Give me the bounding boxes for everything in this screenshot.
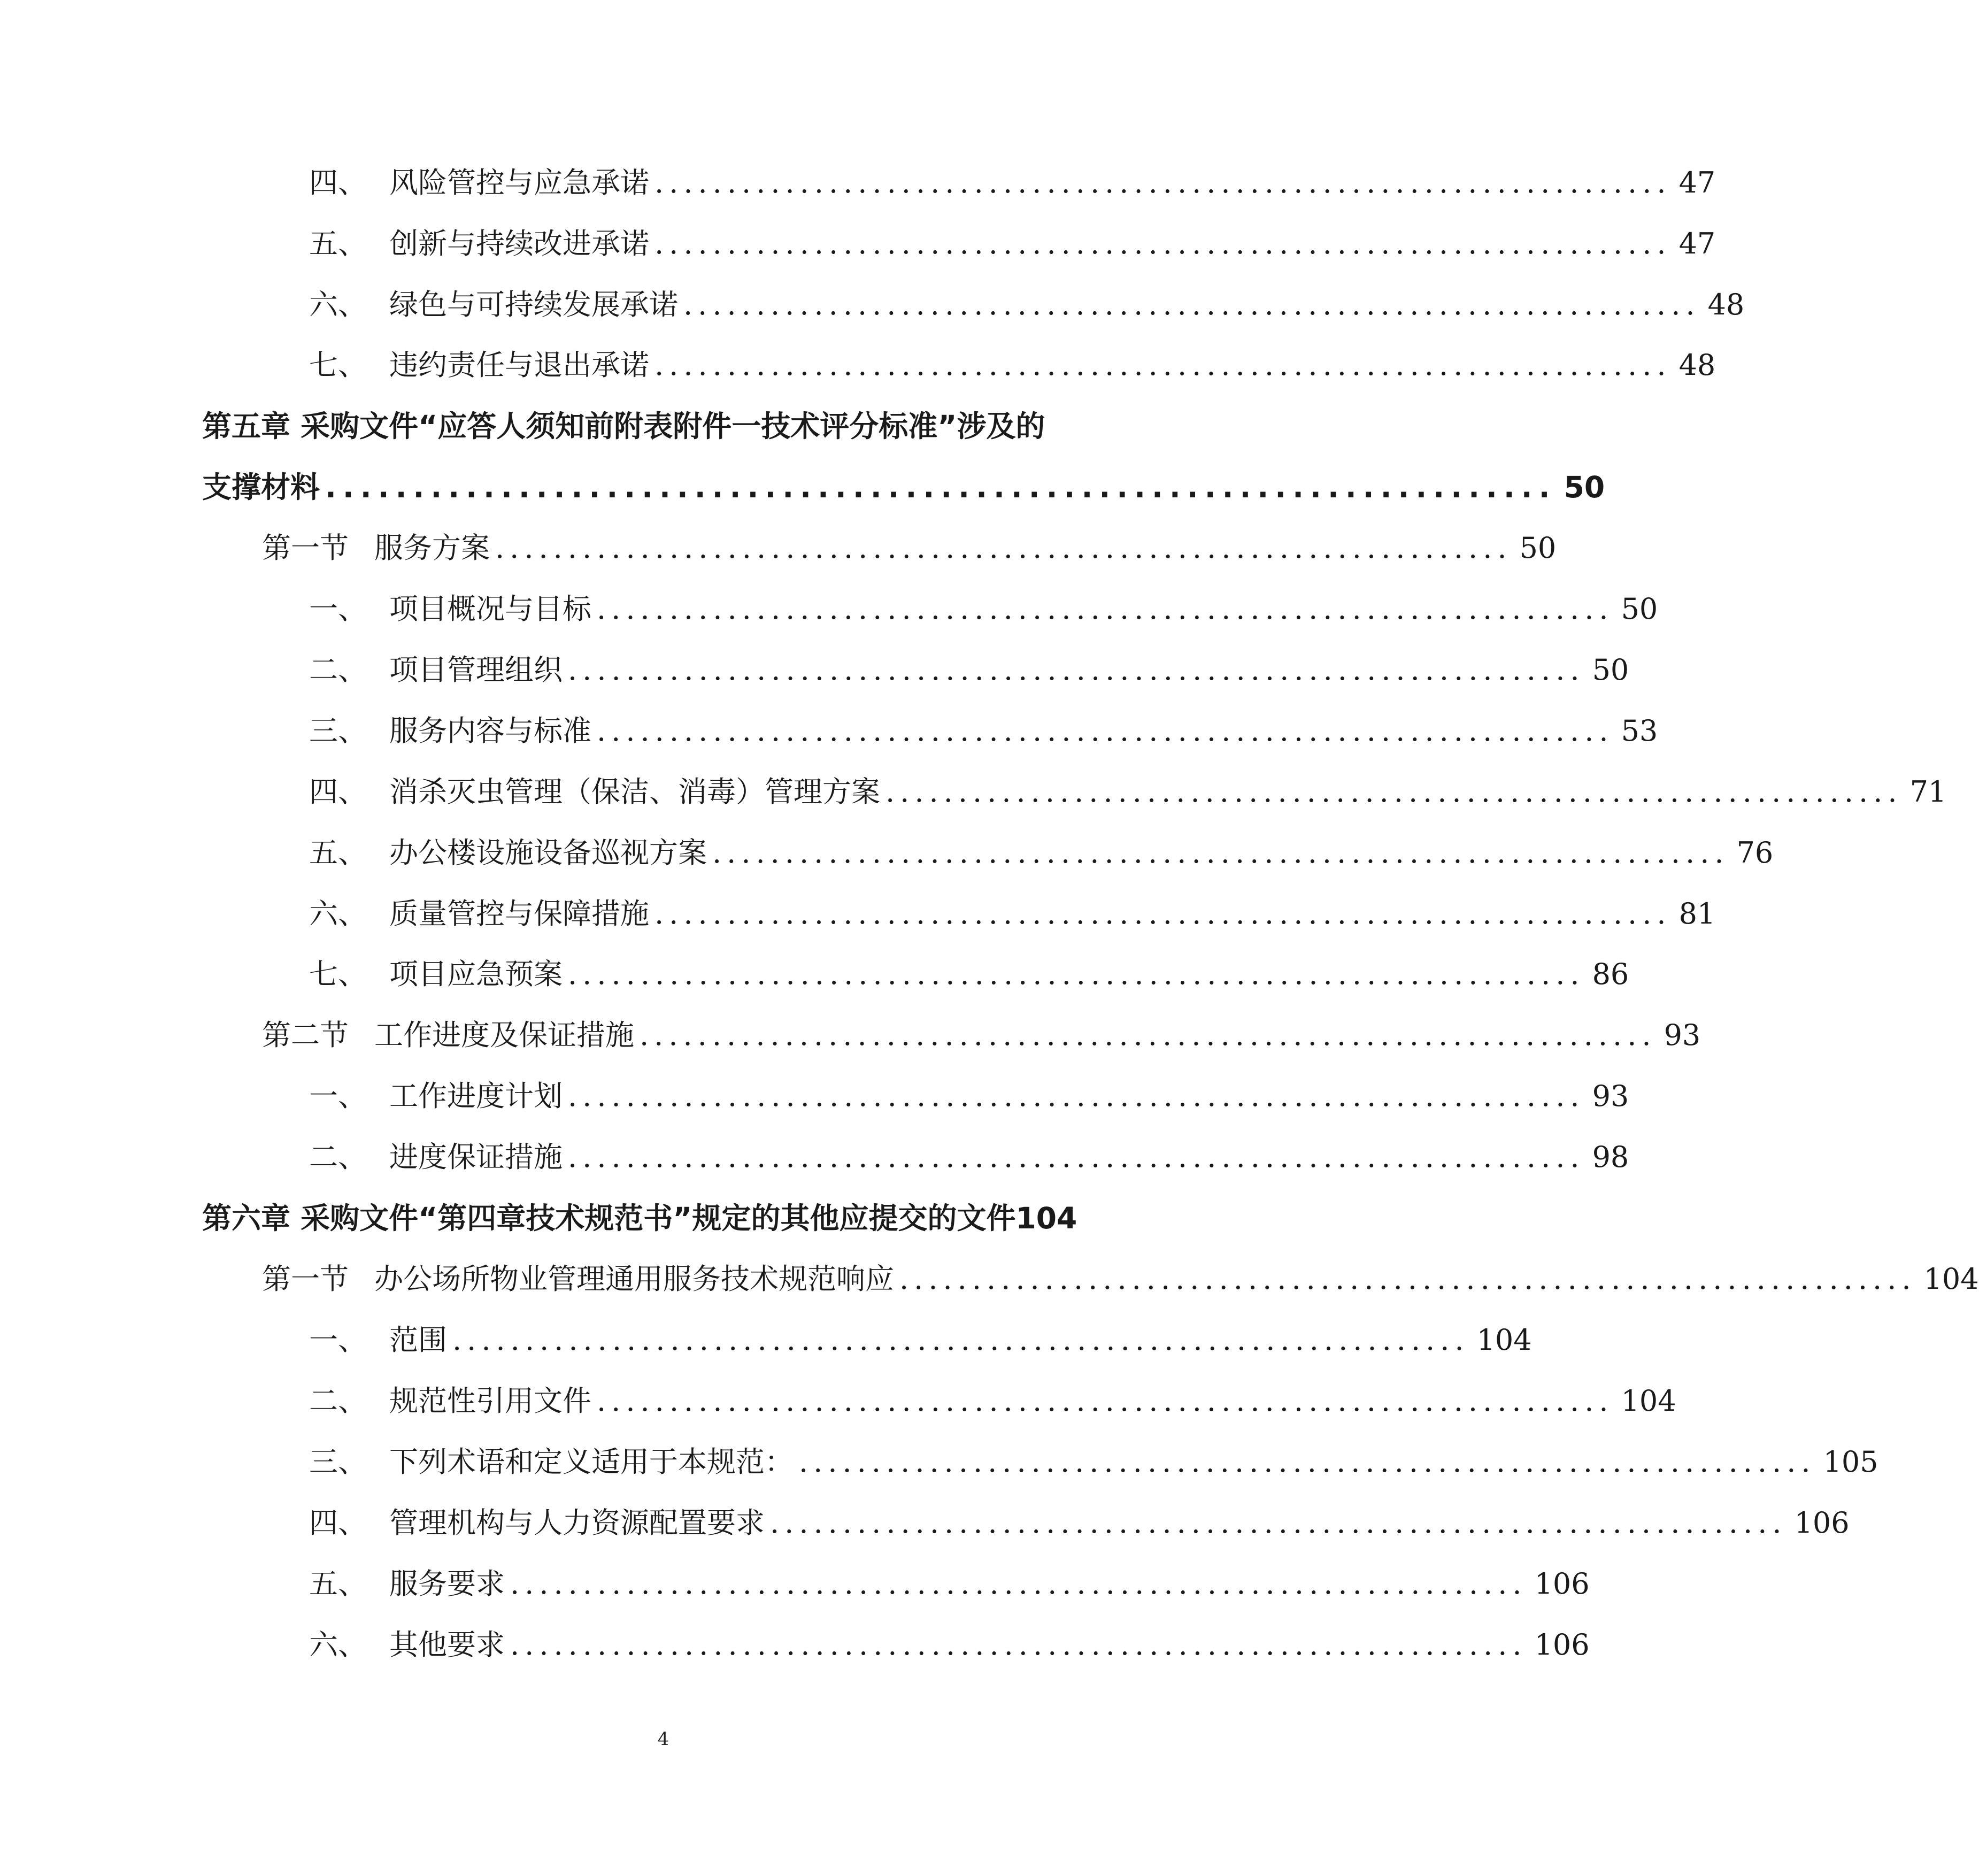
entry-number: 一、	[309, 1079, 367, 1113]
toc-entry[interactable]	[309, 1075, 1629, 1118]
entry-title: 其他要求	[389, 1628, 505, 1662]
entry-number: 一、	[309, 1323, 367, 1357]
toc-entry[interactable]	[309, 283, 1745, 326]
entry-number: 三、	[309, 1445, 367, 1479]
dot-leader: ......................................................................	[568, 1140, 1585, 1174]
dot-leader: ......................................................................	[597, 714, 1614, 748]
dot-leader: ......................................................................	[654, 227, 1672, 260]
toc-entry[interactable]	[309, 1624, 1590, 1666]
entry-title: 管理机构与人力资源配置要求	[389, 1506, 765, 1540]
section-number: 第一节	[262, 531, 349, 565]
entry-number: 五、	[309, 1567, 367, 1601]
entry-title: 服务要求	[389, 1567, 505, 1601]
entry-number: 一、	[309, 592, 367, 626]
entry-number: 五、	[309, 836, 367, 870]
toc-entry[interactable]	[309, 588, 1658, 631]
entry-page: 76	[1736, 836, 1774, 870]
chapter-title-line2: 支撑材料	[202, 470, 320, 504]
toc-entry[interactable]	[309, 710, 1658, 752]
section-number: 第一节	[262, 1262, 349, 1296]
entry-page: 106	[1794, 1506, 1850, 1540]
entry-page: 93	[1664, 1018, 1701, 1052]
section-title: 办公场所物业管理通用服务技术规范响应	[374, 1262, 894, 1296]
entry-page: 104	[1923, 1262, 1979, 1296]
toc-section[interactable]	[262, 527, 1557, 570]
toc-entry[interactable]	[309, 1502, 1850, 1544]
entry-title: 违约责任与退出承诺	[389, 348, 649, 382]
entry-number: 四、	[309, 166, 367, 199]
entry-title: 服务内容与标准	[389, 714, 591, 748]
dot-leader: ......................................................................	[325, 470, 1557, 504]
entry-title: 风险管控与应急承诺	[389, 166, 649, 199]
toc-entry[interactable]	[309, 1136, 1629, 1179]
entry-title: 创新与持续改进承诺	[389, 227, 649, 260]
dot-leader: ......................................................................	[495, 531, 1512, 565]
toc-entry[interactable]	[309, 1380, 1676, 1423]
toc-entry[interactable]	[309, 1563, 1590, 1605]
entry-title: 项目管理组织	[389, 653, 563, 687]
toc-entry[interactable]	[309, 1441, 1878, 1483]
entry-title: 范围	[389, 1323, 447, 1357]
page-number: 4	[657, 1728, 669, 1750]
dot-leader: ......................................................................	[452, 1323, 1469, 1357]
entry-page: 71	[1909, 775, 1947, 809]
entry-number: 七、	[309, 957, 367, 991]
chapter-heading[interactable]	[202, 1197, 1143, 1240]
section-title: 服务方案	[374, 531, 490, 565]
entry-page: 81	[1678, 897, 1716, 931]
chapter-heading-line1[interactable]: 第五章 采购文件“应答人须知前附表附件一技术评分标准”涉及的	[202, 409, 1045, 443]
entry-page: 86	[1592, 957, 1629, 991]
entry-title: 下列术语和定义适用于本规范：	[389, 1445, 794, 1479]
section-title: 工作进度及保证措施	[374, 1018, 634, 1052]
entry-page: 53	[1621, 714, 1658, 748]
entry-title: 工作进度计划	[389, 1079, 563, 1113]
dot-leader: ......................................................................	[568, 653, 1585, 687]
entry-number: 六、	[309, 1628, 367, 1662]
entry-page: 50	[1592, 653, 1629, 687]
toc-entry[interactable]	[309, 832, 1774, 874]
entry-number: 四、	[309, 1506, 367, 1540]
entry-page: 104	[1621, 1384, 1676, 1418]
dot-leader: ......................................................................	[597, 592, 1614, 626]
entry-number: 五、	[309, 227, 367, 260]
dot-leader: ......................................................................	[885, 775, 1903, 809]
dot-leader: ......................................................................	[568, 1079, 1585, 1113]
dot-leader: ......................................................................	[654, 166, 1672, 199]
entry-number: 六、	[309, 288, 367, 321]
entry-page: 50	[1621, 592, 1658, 626]
chapter-heading[interactable]	[202, 466, 1605, 509]
dot-leader: ......................................................................	[597, 1384, 1614, 1418]
dot-leader: ......................................................................	[712, 836, 1729, 870]
entry-title: 消杀灭虫管理（保洁、消毒）管理方案	[389, 775, 880, 809]
entry-number: 二、	[309, 1140, 367, 1174]
entry-page: 106	[1534, 1567, 1590, 1601]
entry-page: 48	[1707, 288, 1745, 321]
entry-page: 47	[1678, 166, 1716, 199]
entry-number: 七、	[309, 348, 367, 382]
entry-page: 104	[1476, 1323, 1532, 1357]
entry-page: 50	[1519, 531, 1557, 565]
toc-entry[interactable]	[309, 771, 1947, 813]
entry-number: 三、	[309, 714, 367, 748]
dot-leader: ......................................................................	[799, 1445, 1816, 1479]
dot-leader: ......................................................................	[510, 1567, 1527, 1601]
entry-number: 二、	[309, 653, 367, 687]
chapter-title: 第六章 采购文件“第四章技术规范书”规定的其他应提交的文件	[202, 1201, 1016, 1235]
toc-entry[interactable]	[309, 162, 1716, 204]
section-number: 第二节	[262, 1018, 349, 1052]
dot-leader: ......................................................................	[899, 1262, 1916, 1296]
dot-leader: ......................................................................	[654, 897, 1672, 931]
dot-leader: ......................................................................	[683, 288, 1700, 321]
dot-leader: ......................................................................	[654, 348, 1672, 382]
entry-title: 规范性引用文件	[389, 1384, 591, 1418]
entry-number: 四、	[309, 775, 367, 809]
entry-title: 项目应急预案	[389, 957, 563, 991]
entry-title: 办公楼设施设备巡视方案	[389, 836, 707, 870]
entry-title: 进度保证措施	[389, 1140, 563, 1174]
toc-entry[interactable]	[309, 1319, 1532, 1362]
entry-page: 47	[1678, 227, 1716, 260]
dot-leader: ......................................................................	[568, 957, 1585, 991]
toc-section[interactable]	[262, 1014, 1701, 1057]
entry-page: 50	[1564, 470, 1605, 504]
dot-leader: ......................................................................	[770, 1506, 1787, 1540]
entry-page: 98	[1592, 1140, 1629, 1174]
dot-leader: ......................................................................	[640, 1018, 1657, 1052]
toc-entry[interactable]	[309, 893, 1716, 935]
toc-entry[interactable]	[309, 649, 1629, 691]
entry-page: 106	[1534, 1628, 1590, 1662]
toc-entry[interactable]	[309, 953, 1629, 996]
entry-number: 六、	[309, 897, 367, 931]
entry-page: 48	[1678, 348, 1716, 382]
entry-number: 二、	[309, 1384, 367, 1418]
entry-title: 绿色与可持续发展承诺	[389, 288, 678, 321]
entry-page: 105	[1823, 1445, 1878, 1479]
toc-section[interactable]	[262, 1258, 1979, 1301]
entry-title: 质量管控与保障措施	[389, 897, 649, 931]
entry-page: 93	[1592, 1079, 1629, 1113]
entry-page: 104	[1015, 1201, 1077, 1235]
dot-leader: ......................................................................	[510, 1628, 1527, 1662]
entry-title: 项目概况与目标	[389, 592, 591, 626]
toc-entry[interactable]	[309, 222, 1716, 265]
toc-entry[interactable]	[309, 344, 1716, 387]
